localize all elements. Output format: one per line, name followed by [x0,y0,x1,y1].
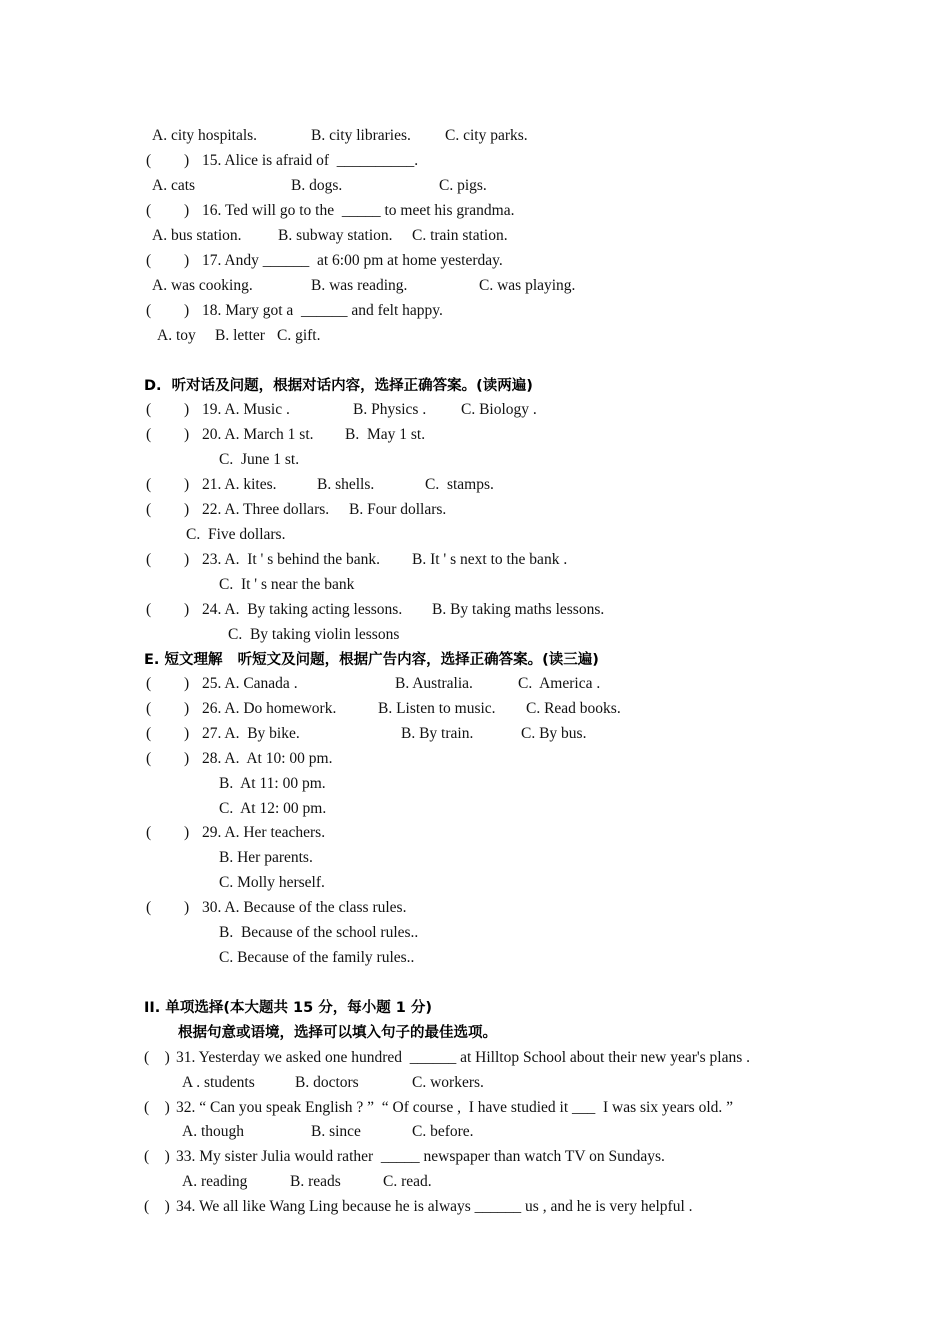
q30-option-b: B. Because of the school rules.. [219,924,419,941]
q18-option-a: A. toy [157,327,196,344]
q32-answer-paren: ( ) [144,1099,170,1116]
q25-answer-paren-open: ( [146,675,152,692]
q32-question: 32. “ Can you speak English ? ” “ Of course , I have studied it ___ I was six years old. ” [176,1099,734,1116]
q30-answer-paren-open: ( [146,899,152,916]
q29-option-b: B. Her parents. [219,849,313,866]
q16-answer-paren-close: ) [184,202,190,219]
q31-answer-paren: ( ) [144,1049,170,1066]
q24-option-b: B. By taking maths lessons. [432,601,605,618]
q33-option-b: B. reads [290,1173,341,1190]
q21-option-c: C. stamps. [425,476,494,493]
q24-question: 24. A. By taking acting lessons. [202,601,403,618]
q18-question: 18. Mary got a ______ and felt happy. [202,302,443,319]
q22-answer-paren-close: ) [184,501,190,518]
q18-answer-paren-open: ( [146,302,152,319]
q21-question: 21. A. kites. [202,476,277,493]
q20-answer-paren-close: ) [184,426,190,443]
q33-option-a: A. reading [182,1173,248,1190]
q29-question: 29. A. Her teachers. [202,824,326,841]
q16-option-a: A. bus station. [152,227,242,244]
q16-option-b: B. subway station. [278,227,393,244]
q16-option-c: C. train station. [412,227,508,244]
q28-answer-paren-close: ) [184,750,190,767]
q30-option-c: C. Because of the family rules.. [219,949,415,966]
q19-option-c: C. Biology . [461,401,537,418]
q14-option-b: B. city libraries. [311,127,411,144]
q15-question: 15. Alice is afraid of __________. [202,152,419,169]
q27-option-b: B. By train. [401,725,474,742]
q30-question: 30. A. Because of the class rules. [202,899,407,916]
q15-answer-paren-open: ( [146,152,152,169]
q31-option-c: C. workers. [412,1074,484,1091]
q22-question: 22. A. Three dollars. [202,501,330,518]
q31-option-a: A . students [182,1074,255,1091]
q19-answer-paren-open: ( [146,401,152,418]
q20-option-c: C. June 1 st. [219,451,300,468]
q19-answer-paren-close: ) [184,401,190,418]
q21-answer-paren-open: ( [146,476,152,493]
q17-answer-paren-open: ( [146,252,152,269]
q19-option-b: B. Physics . [353,401,427,418]
q22-answer-paren-open: ( [146,501,152,518]
q27-answer-paren-close: ) [184,725,190,742]
q32-option-a: A. though [182,1123,244,1140]
q33-answer-paren: ( ) [144,1148,170,1165]
q25-answer-paren-close: ) [184,675,190,692]
q28-option-c: C. At 12: 00 pm. [219,800,327,817]
q23-answer-paren-open: ( [146,551,152,568]
q20-question: 20. A. March 1 st. [202,426,314,443]
q14-option-a: A. city hospitals. [152,127,258,144]
q17-option-a: A. was cooking. [152,277,253,294]
q29-option-c: C. Molly herself. [219,874,325,891]
q32-option-b: B. since [311,1123,361,1140]
q20-option-b: B. May 1 st. [345,426,426,443]
q22-option-c: C. Five dollars. [186,526,286,543]
q15-option-a: A. cats [152,177,196,194]
q16-answer-paren-open: ( [146,202,152,219]
q21-option-b: B. shells. [317,476,375,493]
q24-option-c: C. By taking violin lessons [228,626,400,643]
q28-option-b: B. At 11: 00 pm. [219,775,326,792]
q28-answer-paren-open: ( [146,750,152,767]
q23-option-c: C. It ' s near the bank [219,576,355,593]
q27-answer-paren-open: ( [146,725,152,742]
q26-option-b: B. Listen to music. [378,700,496,717]
q31-option-b: B. doctors [295,1074,359,1091]
q33-option-c: C. read. [383,1173,432,1190]
q17-answer-paren-close: ) [184,252,190,269]
q19-question: 19. A. Music . [202,401,290,418]
q34-question: 34. We all like Wang Ling because he is always ______ us , and he is very helpful . [176,1198,693,1215]
q24-answer-paren-open: ( [146,601,152,618]
q24-answer-paren-close: ) [184,601,190,618]
section-e-heading: E. 短文理解 听短文及问题，根据广告内容，选择正确答案。(读三遍) [144,652,599,668]
q22-option-b: B. Four dollars. [349,501,447,518]
q21-answer-paren-close: ) [184,476,190,493]
q30-answer-paren-close: ) [184,899,190,916]
q15-answer-paren-close: ) [184,152,190,169]
q20-answer-paren-open: ( [146,426,152,443]
section-d-heading: D. 听对话及问题，根据对话内容，选择正确答案。(读两遍) [144,378,533,394]
q15-option-b: B. dogs. [291,177,343,194]
q23-option-b: B. It ' s next to the bank . [412,551,568,568]
q34-answer-paren: ( ) [144,1198,170,1215]
q25-option-b: B. Australia. [395,675,473,692]
q17-option-b: B. was reading. [311,277,408,294]
q18-option-b: B. letter [215,327,265,344]
q25-option-c: C. America . [518,675,601,692]
q33-question: 33. My sister Julia would rather _____ newspaper than watch TV on Sundays. [176,1148,665,1165]
q16-question: 16. Ted will go to the _____ to meet his grandma. [202,202,515,219]
q18-option-c: C. gift. [277,327,321,344]
q15-option-c: C. pigs. [439,177,487,194]
q26-answer-paren-close: ) [184,700,190,717]
q26-option-c: C. Read books. [526,700,621,717]
q26-answer-paren-open: ( [146,700,152,717]
section-2-heading: II. 单项选择(本大题共 15 分，每小题 1 分) [144,1000,433,1016]
q27-option-c: C. By bus. [521,725,587,742]
q17-question: 17. Andy ______ at 6:00 pm at home yesterday. [202,252,503,269]
q31-question: 31. Yesterday we asked one hundred ______ at Hilltop School about their new year's plans . [176,1049,751,1066]
q28-question: 28. A. At 10: 00 pm. [202,750,333,767]
q17-option-c: C. was playing. [479,277,576,294]
section-2-instruction: 根据句意或语境，选择可以填入句子的最佳选项。 [178,1025,497,1041]
q29-answer-paren-close: ) [184,824,190,841]
q27-question: 27. A. By bike. [202,725,300,742]
q29-answer-paren-open: ( [146,824,152,841]
q26-question: 26. A. Do homework. [202,700,337,717]
q32-option-c: C. before. [412,1123,474,1140]
q23-question: 23. A. It ' s behind the bank. [202,551,381,568]
q23-answer-paren-close: ) [184,551,190,568]
q25-question: 25. A. Canada . [202,675,298,692]
q14-option-c: C. city parks. [445,127,528,144]
q18-answer-paren-close: ) [184,302,190,319]
